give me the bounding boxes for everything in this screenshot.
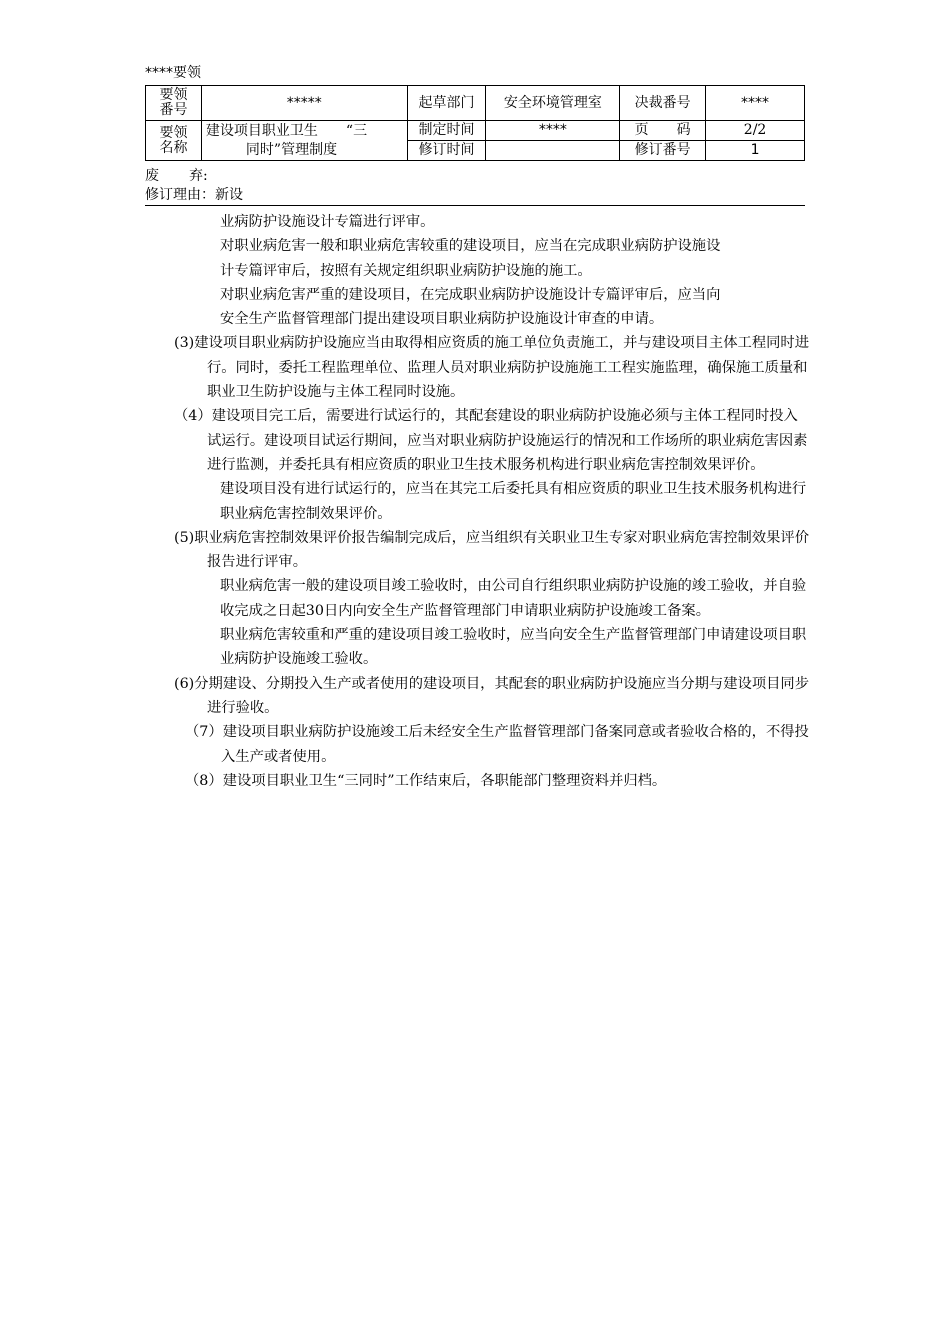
header-row	[146, 86, 805, 121]
abolish-label-2: 弃:	[189, 168, 208, 184]
list-item-7: （7）建设项目职业病防护设施竣工后未经安全生产监督管理部门备案同意或者验收合格的，不得投入生产或者使用。	[185, 724, 809, 765]
revised-value	[486, 141, 620, 161]
number-value: *****	[201, 86, 407, 121]
list-item-5: (5)职业病危害控制效果评价报告编制完成后，应当组织有关职业卫生专家对职业病危害控制效果评价报告进行评审。	[174, 529, 810, 571]
body-line: 对职业病危害一般和职业病危害较重的建设项目，应当在完成职业病防护设施设	[220, 238, 721, 255]
page-value: 2/2	[706, 121, 805, 141]
dept-label: 起草部门	[407, 86, 486, 121]
abolish-label: 废	[145, 168, 159, 184]
list-item-8: （8）建设项目职业卫生“三同时”工作结束后，各职能部门整理资料并归档。	[185, 772, 667, 789]
name-label-line1: 要领	[159, 124, 188, 141]
document-title: ****要领	[145, 65, 201, 81]
revision-reason: 修订理由：新设	[145, 187, 243, 203]
made-label: 制定时间	[407, 121, 486, 141]
body-line: 业病防护设施设计专篇进行评审。	[220, 214, 435, 230]
number-label-line2: 番号	[159, 102, 188, 118]
number-label-line1: 要领	[159, 87, 188, 103]
header-row	[146, 121, 805, 141]
body-text	[145, 210, 810, 793]
number-label-cell	[146, 86, 202, 121]
body-line: 安全生产监督管理部门提出建设项目职业病防护设施设计审查的申请。	[220, 311, 664, 328]
list-item-6: (6)分期建设、分期投入生产或者使用的建设项目，其配套的职业病防护设施应当分期与建设项目同步进行验收。	[174, 675, 810, 716]
name-value-line2: 同时”管理制度	[245, 141, 338, 158]
page-label: 页 码	[620, 121, 706, 141]
body-line: 对职业病危害严重的建设项目，在完成职业病防护设施设计专篇评审后，应当向	[220, 286, 721, 303]
name-label-line2: 名称	[159, 139, 188, 156]
revised-label: 修订时间	[407, 141, 486, 161]
name-value-cell	[201, 121, 407, 161]
list-item-5-continuation-1: 职业病危害一般的建设项目竣工验收时，由公司自行组织职业病防护设施的竣工验收，并自验收完成之日起30日内向安全生产监督管理部门申请职业病防护设施竣工备案。	[220, 578, 807, 619]
decision-value: ****	[706, 86, 805, 121]
name-label-cell	[146, 121, 202, 161]
decision-label: 决裁番号	[620, 86, 706, 121]
rev-no-value: 1	[706, 141, 805, 161]
header-divider	[145, 205, 805, 206]
rev-no-label: 修订番号	[620, 141, 706, 161]
list-item-3: (3)建设项目职业病防护设施应当由取得相应资质的施工单位负责施工，并与建设项目主体工程同时进行。同时，委托工程监理单位、监理人员对职业病防护设施施工工程实施监理，确保施工质量和职业卫生防护设施与主体工程同时设施。	[174, 335, 810, 401]
name-value-line1: 建设项目职业卫生 “三	[205, 122, 368, 139]
list-item-4-continuation: 建设项目没有进行试运行的，应当在其完工后委托具有相应资质的职业卫生技术服务机构进行职业病危害控制效果评价。	[220, 481, 807, 522]
made-value: ****	[486, 121, 620, 141]
list-item-5-continuation-2: 职业病危害较重和严重的建设项目竣工验收时，应当向安全生产监督管理部门申请建设项目职业病防护设施竣工验收。	[220, 627, 807, 668]
abolish-line	[145, 167, 208, 185]
dept-value: 安全环境管理室	[486, 86, 620, 121]
body-line: 计专篇评审后，按照有关规定组织职业病防护设施的施工。	[220, 262, 592, 279]
header-table	[145, 85, 805, 161]
list-item-4: （4）建设项目完工后，需要进行试运行的，其配套建设的职业病防护设施必须与主体工程同时投入试运行。建设项目试运行期间，应当对职业病防护设施运行的情况和工作场所的职业病危害因素进行监测，并委托具有相应资质的职业卫生技术服务机构进行职业病危害控制效果评价。	[174, 408, 808, 473]
